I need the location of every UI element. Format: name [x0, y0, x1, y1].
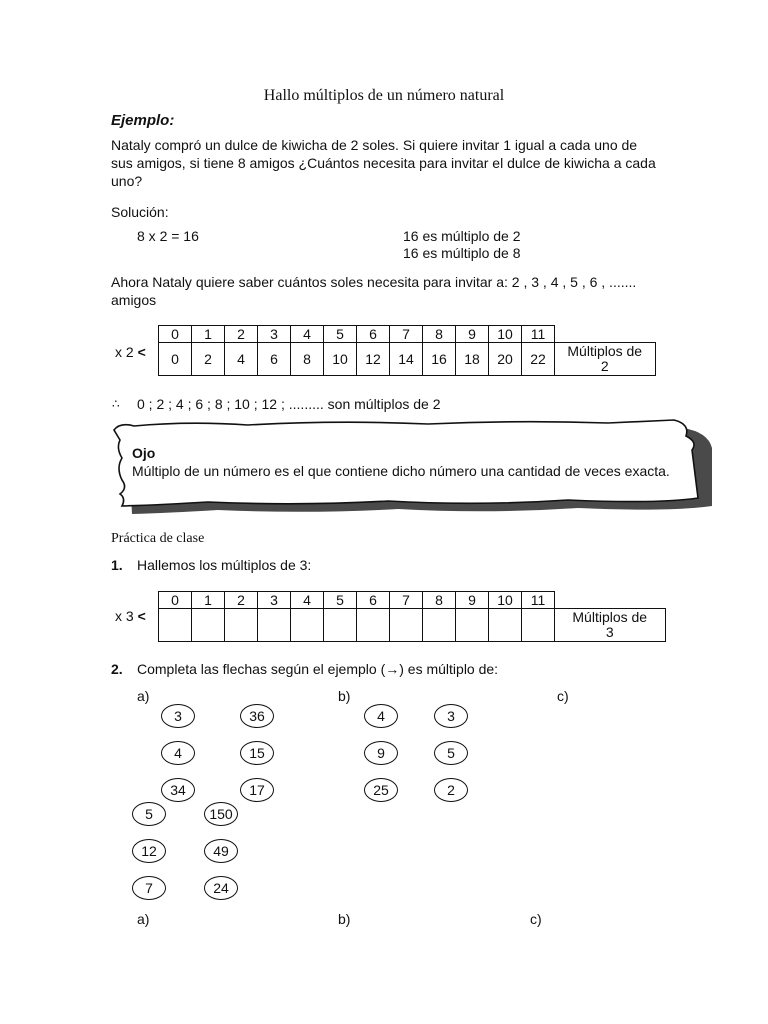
table-value-cell: 10: [324, 343, 357, 376]
number-circle[interactable]: 7: [132, 876, 166, 900]
answer-cell[interactable]: [192, 609, 225, 642]
table-empty-cell: [555, 326, 656, 343]
answer-cell[interactable]: [390, 609, 423, 642]
exercise2-number: 2.: [111, 661, 123, 677]
number-circle[interactable]: 3: [161, 704, 195, 728]
answer-cell[interactable]: [324, 609, 357, 642]
table-value-cell: 18: [456, 343, 489, 376]
table-header-cell: 7: [390, 326, 423, 343]
number-circle[interactable]: 49: [204, 839, 238, 863]
table-value-cell: 20: [489, 343, 522, 376]
table-header-row: [159, 326, 656, 343]
table-header-cell: 6: [357, 592, 390, 609]
answer-cell[interactable]: [522, 609, 555, 642]
bracket-icon: <: [137, 344, 146, 360]
number-circle[interactable]: 5: [434, 741, 468, 765]
answer-cell[interactable]: [291, 609, 324, 642]
label-line: 2: [600, 358, 609, 374]
table-value-cell: 0: [159, 343, 192, 376]
table-header-cell: 0: [159, 592, 192, 609]
table-header-cell: 9: [456, 592, 489, 609]
conclusion-1: 16 es múltiplo de 2: [403, 228, 521, 244]
number-circle[interactable]: 3: [434, 704, 468, 728]
table1-prefix: [115, 344, 146, 360]
page-title: Hallo múltiplos de un número natural: [263, 87, 505, 104]
group-label-b-bottom: b): [338, 911, 351, 927]
exercise1-text: Hallemos los múltiplos de 3:: [137, 557, 312, 573]
number-circle[interactable]: 4: [161, 741, 195, 765]
table-header-cell: 8: [423, 326, 456, 343]
table-header-cell: 3: [258, 326, 291, 343]
table-row-label: [555, 343, 656, 376]
table-header-cell: 2: [225, 592, 258, 609]
answer-cell[interactable]: [456, 609, 489, 642]
table-header-cell: 4: [291, 592, 324, 609]
note-heading: Ojo: [132, 445, 156, 461]
table-header-cell: 4: [291, 326, 324, 343]
table-header-cell: 9: [456, 326, 489, 343]
table-header-cell: 6: [357, 326, 390, 343]
practice-heading: Práctica de clase: [111, 531, 205, 546]
table-value-cell: 6: [258, 343, 291, 376]
table-empty-cell: [555, 592, 666, 609]
number-circle[interactable]: 9: [364, 741, 398, 765]
number-circle[interactable]: 5: [132, 802, 166, 826]
answer-cell[interactable]: [357, 609, 390, 642]
answer-cell[interactable]: [225, 609, 258, 642]
table-header-cell: 11: [522, 592, 555, 609]
multiplier-label: x 3: [115, 608, 134, 624]
therefore-icon: ∴: [112, 397, 120, 411]
multiplier-label: x 2: [115, 344, 134, 360]
exercise1-number: 1.: [111, 557, 123, 573]
answer-cell[interactable]: [159, 609, 192, 642]
example-problem: Nataly compró un dulce de kiwicha de 2 soles. Si quiere invitar 1 igual a cada uno de sus amigos, si tiene 8 amigos ¿Cuántos necesita para invitar el dulce de kiwicha a cada uno?: [111, 137, 656, 189]
table-answer-row: [159, 609, 666, 642]
table-header-cell: 8: [423, 592, 456, 609]
multiples-table-3: [158, 591, 666, 642]
label-line: Múltiplos de: [572, 609, 648, 625]
group-label-a: a): [137, 688, 150, 704]
answer-cell[interactable]: [489, 609, 522, 642]
table-header-cell: 2: [225, 326, 258, 343]
table-header-row: [159, 592, 666, 609]
note-text: Múltiplo de un número es el que contiene dicho número una cantidad de veces exacta.: [132, 463, 670, 479]
answer-cell[interactable]: [423, 609, 456, 642]
table-header-cell: 5: [324, 326, 357, 343]
number-circle[interactable]: 12: [132, 839, 166, 863]
number-circle[interactable]: 34: [161, 778, 195, 802]
group-label-b: b): [338, 688, 351, 704]
table-header-cell: 10: [489, 326, 522, 343]
table-value-cell: 4: [225, 343, 258, 376]
equation: 8 x 2 = 16: [137, 228, 199, 244]
number-circle[interactable]: 150: [204, 802, 238, 826]
group-label-c-bottom: c): [530, 911, 542, 927]
table-values-row: [159, 343, 656, 376]
followup-text: Ahora Nataly quiere saber cuántos soles necesita para invitar a: 2 , 3 , 4 , 5 , 6 , ....... amigos: [111, 274, 637, 308]
label-line: 3: [605, 624, 614, 640]
table-header-cell: 5: [324, 592, 357, 609]
table-value-cell: 12: [357, 343, 390, 376]
table-header-cell: 1: [192, 326, 225, 343]
group-label-a-bottom: a): [137, 911, 150, 927]
multiples-table-2: [158, 325, 656, 376]
table-value-cell: 16: [423, 343, 456, 376]
result-line: 0 ; 2 ; 4 ; 6 ; 8 ; 10 ; 12 ; ......... son múltiplos de 2: [137, 396, 441, 412]
number-circle[interactable]: 17: [240, 778, 274, 802]
table-value-cell: 2: [192, 343, 225, 376]
group-label-c: c): [557, 688, 569, 704]
table-value-cell: 14: [390, 343, 423, 376]
table-value-cell: 22: [522, 343, 555, 376]
number-circle[interactable]: 24: [204, 876, 238, 900]
conclusion-2: 16 es múltiplo de 8: [403, 245, 521, 261]
number-circle[interactable]: 25: [364, 778, 398, 802]
table-value-cell: 8: [291, 343, 324, 376]
table-header-cell: 1: [192, 592, 225, 609]
table-header-cell: 10: [489, 592, 522, 609]
exercise2-text: Completa las flechas según el ejemplo (→) es múltiplo de:: [137, 661, 499, 677]
number-circle[interactable]: 2: [434, 778, 468, 802]
table2-prefix: [115, 608, 146, 624]
answer-cell[interactable]: [258, 609, 291, 642]
label-line: Múltiplos de: [567, 343, 643, 359]
table-header-cell: 11: [522, 326, 555, 343]
number-circle[interactable]: 4: [364, 704, 398, 728]
table-header-cell: 0: [159, 326, 192, 343]
example-heading: Ejemplo:: [111, 112, 175, 129]
solution-label: Solución:: [111, 204, 169, 220]
number-circle[interactable]: 36: [240, 704, 274, 728]
bracket-icon: <: [137, 608, 146, 624]
table-row-label: [555, 609, 666, 642]
table-header-cell: 7: [390, 592, 423, 609]
table-header-cell: 3: [258, 592, 291, 609]
number-circle[interactable]: 15: [240, 741, 274, 765]
